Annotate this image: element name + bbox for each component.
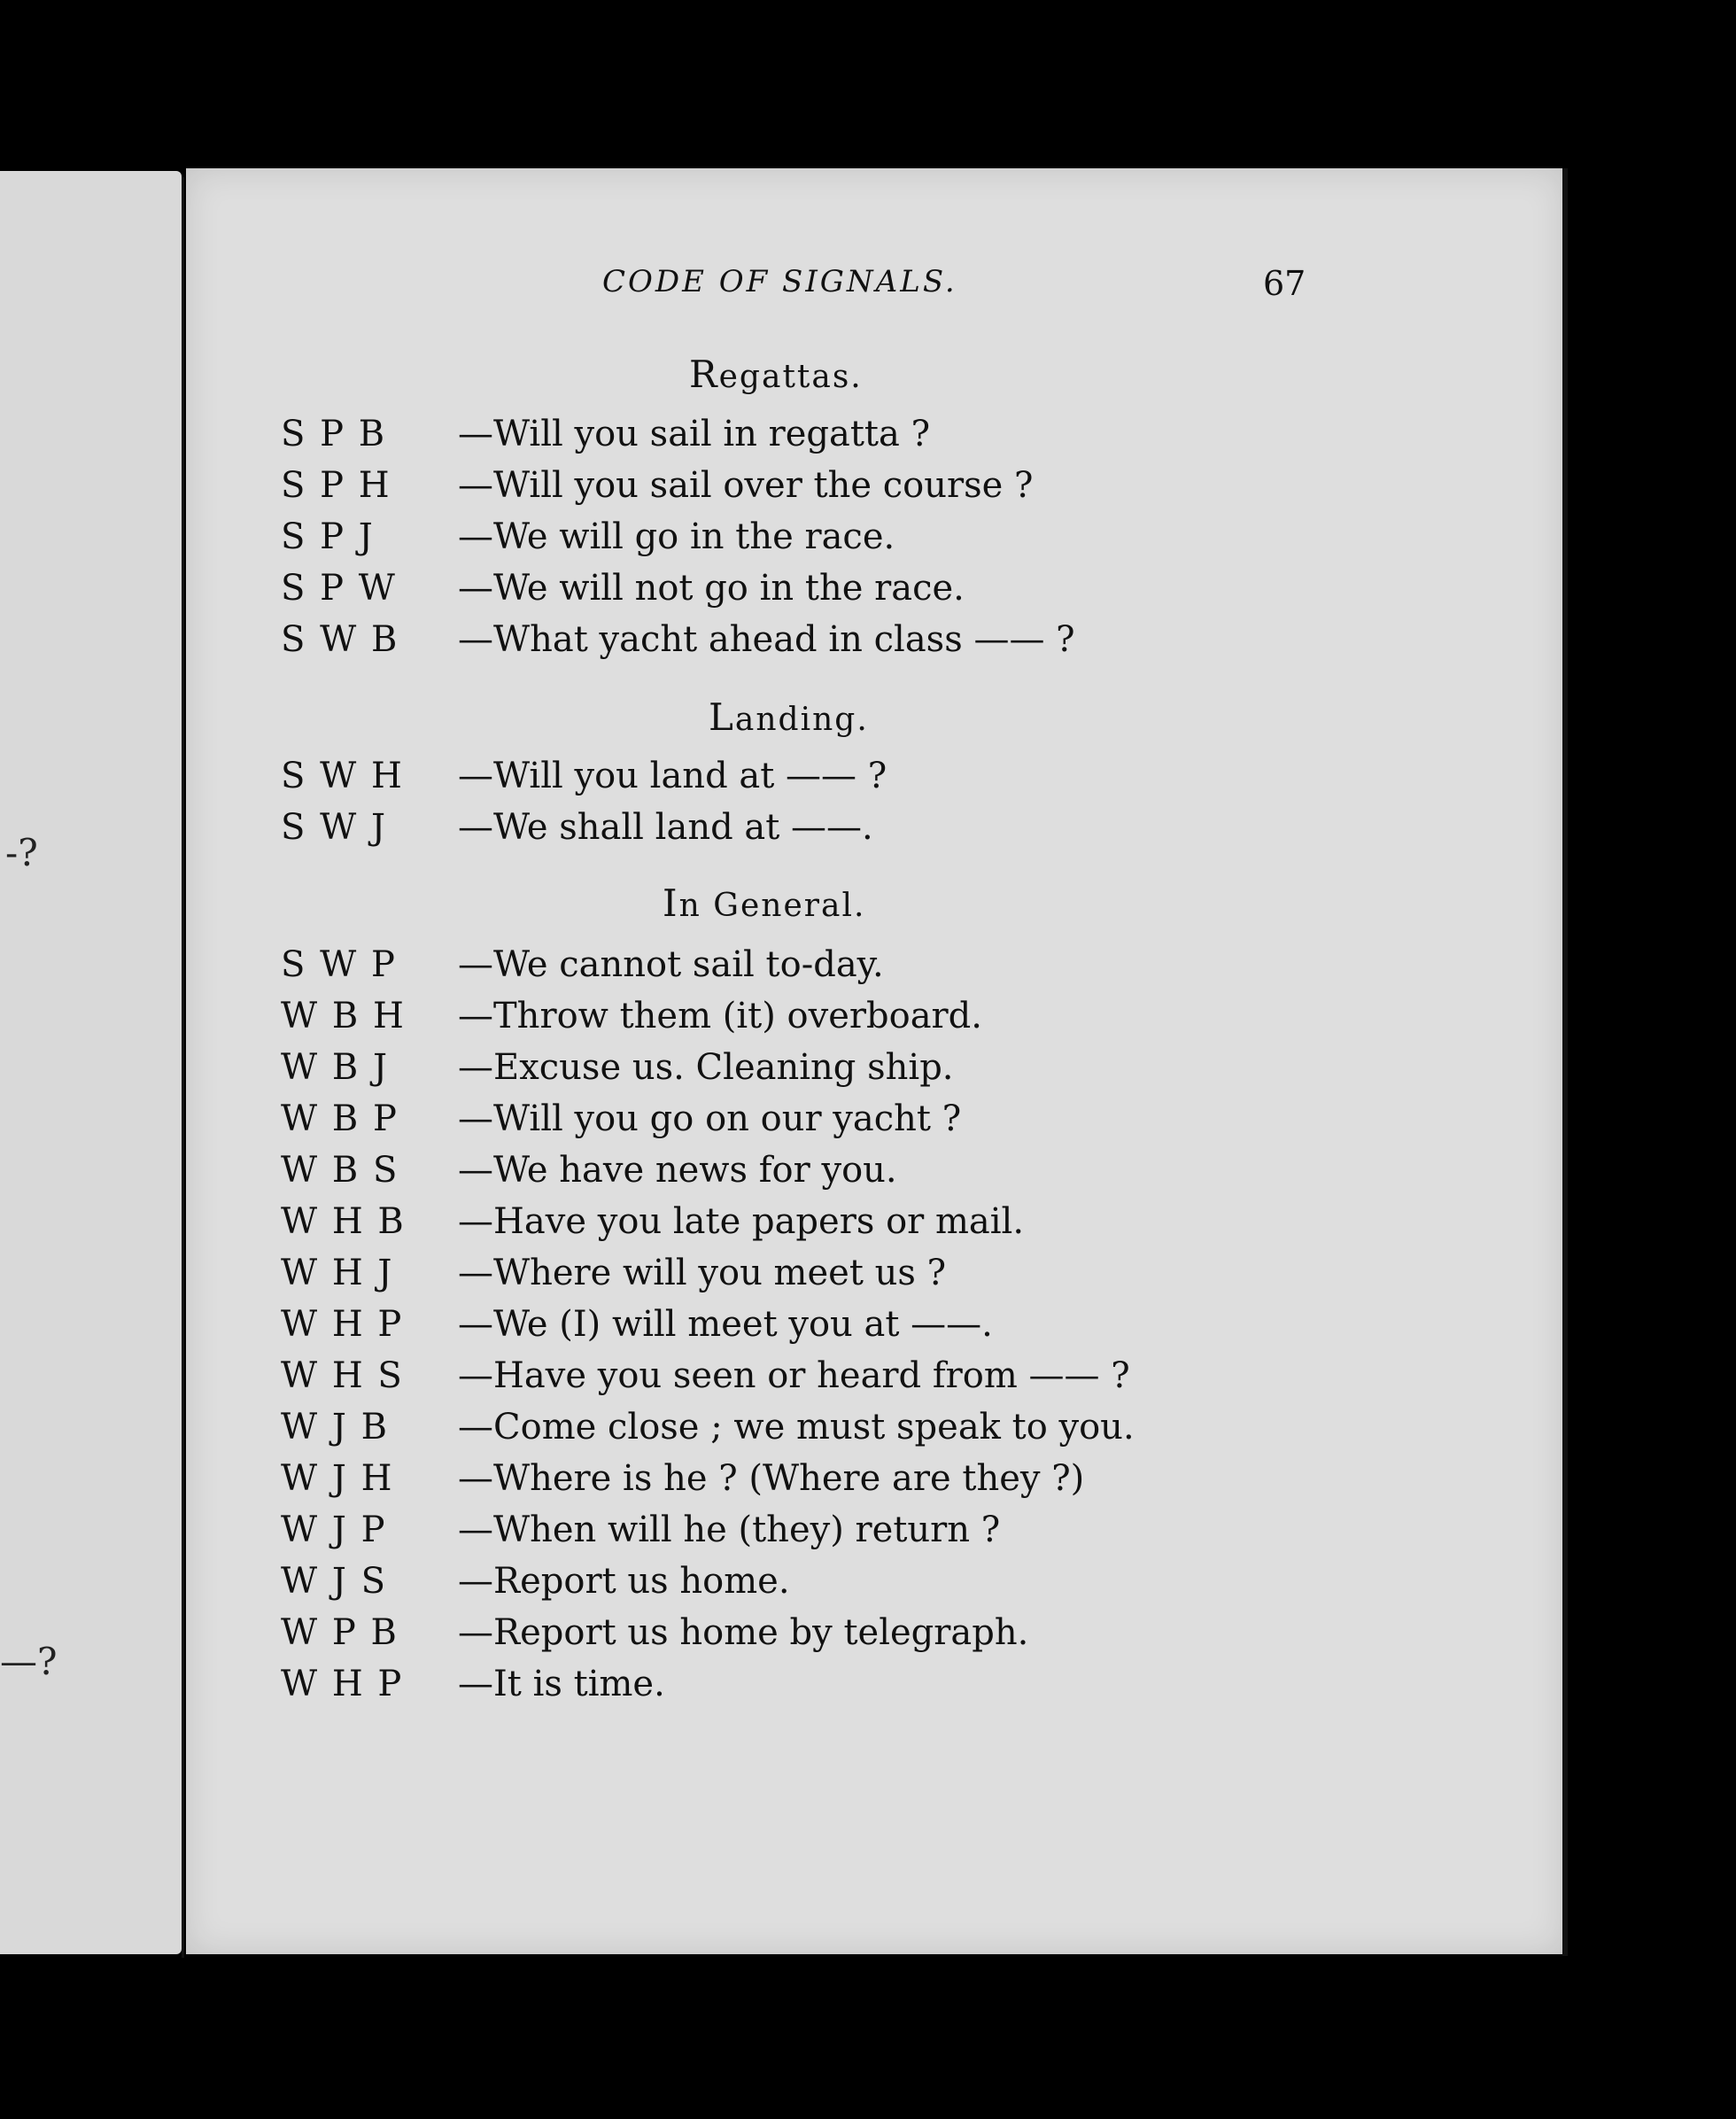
signal-code: W J B [281, 1407, 389, 1448]
signal-row [281, 460, 1075, 511]
signal-meaning: —Will you sail in regatta ? [458, 414, 931, 454]
signal-list-regattas [281, 408, 1075, 665]
signal-code: W B H [281, 996, 406, 1036]
signal-code: W B J [281, 1047, 389, 1088]
signal-meaning: —Have you seen or heard from —— ? [458, 1355, 1130, 1396]
signal-code: W J S [281, 1561, 387, 1602]
signal-row [281, 1607, 1135, 1658]
signal-meaning: —Excuse us. Cleaning ship. [458, 1047, 954, 1088]
signal-list-in-general [281, 939, 1135, 1710]
signal-row [281, 1145, 1135, 1196]
signal-code: W H S [281, 1355, 404, 1396]
signal-meaning: —Will you sail over the course ? [458, 465, 1034, 506]
left-page-fragment: -? [5, 831, 38, 874]
signal-meaning: —Where will you meet us ? [458, 1253, 947, 1293]
signal-row [281, 1196, 1135, 1247]
signal-row [281, 563, 1075, 614]
signal-meaning: —Report us home by telegraph. [458, 1612, 1029, 1653]
signal-row [281, 1401, 1135, 1453]
signal-code: S W H [281, 756, 404, 796]
left-page-edge [0, 171, 182, 1954]
signal-code: S P H [281, 465, 391, 506]
signal-row [281, 1299, 1135, 1350]
signal-meaning: —Have you late papers or mail. [458, 1201, 1025, 1242]
signal-row [281, 511, 1075, 563]
signal-row [281, 802, 887, 853]
signal-code: W H P [281, 1304, 404, 1345]
signal-meaning: —Where is he ? (Where are they ?) [458, 1458, 1085, 1499]
signal-row [281, 614, 1075, 665]
signal-code: S P W [281, 568, 397, 609]
signal-meaning: —Will you go on our yacht ? [458, 1098, 962, 1139]
signal-meaning: —We have news for you. [458, 1150, 897, 1191]
section-title-in-general: In General. [663, 881, 866, 925]
left-page-fragment: —? [0, 1640, 58, 1683]
signal-meaning: —We cannot sail to-day. [458, 944, 884, 985]
page-edge [1562, 168, 1568, 1956]
signal-row [281, 1453, 1135, 1504]
signal-row [281, 939, 1135, 990]
signal-row [281, 1350, 1135, 1401]
signal-row [281, 990, 1135, 1042]
section-title-regattas: Regattas. [689, 353, 863, 396]
signal-code: S W B [281, 619, 399, 660]
signal-code: S P J [281, 516, 375, 557]
signal-row [281, 1042, 1135, 1093]
signal-row [281, 1093, 1135, 1145]
signal-meaning: —Come close ; we must speak to you. [458, 1407, 1135, 1448]
signal-code: W H P [281, 1664, 404, 1704]
signal-meaning: —We (I) will meet you at ——. [458, 1304, 993, 1345]
signal-code: W H B [281, 1201, 406, 1242]
signal-meaning: —When will he (they) return ? [458, 1510, 1001, 1550]
running-header: CODE OF SIGNALS. [602, 264, 957, 299]
signal-row [281, 1504, 1135, 1556]
signal-list-landing [281, 750, 887, 853]
signal-row [281, 1556, 1135, 1607]
signal-code: W B P [281, 1098, 399, 1139]
signal-meaning: —Will you land at —— ? [458, 756, 887, 796]
signal-row [281, 1658, 1135, 1710]
signal-meaning: —We will not go in the race. [458, 568, 965, 609]
signal-meaning: —Throw them (it) overboard. [458, 996, 982, 1036]
book-spine [182, 177, 184, 1958]
signal-meaning: —We shall land at ——. [458, 807, 873, 848]
signal-code: S W J [281, 807, 387, 848]
signal-code: W H J [281, 1253, 394, 1293]
signal-code: W P B [281, 1612, 399, 1653]
signal-code: W J H [281, 1458, 394, 1499]
signal-meaning: —We will go in the race. [458, 516, 895, 557]
signal-code: W B S [281, 1150, 399, 1191]
signal-row [281, 408, 1075, 460]
signal-row [281, 1247, 1135, 1299]
signal-meaning: —What yacht ahead in class —— ? [458, 619, 1075, 660]
signal-meaning: —It is time. [458, 1664, 665, 1704]
signal-row [281, 750, 887, 802]
signal-code: S P B [281, 414, 387, 454]
signal-meaning: —Report us home. [458, 1561, 790, 1602]
section-title-landing: Landing. [709, 695, 869, 739]
page-number: 67 [1263, 264, 1306, 303]
signal-code: W J P [281, 1510, 387, 1550]
signal-code: S W P [281, 944, 397, 985]
